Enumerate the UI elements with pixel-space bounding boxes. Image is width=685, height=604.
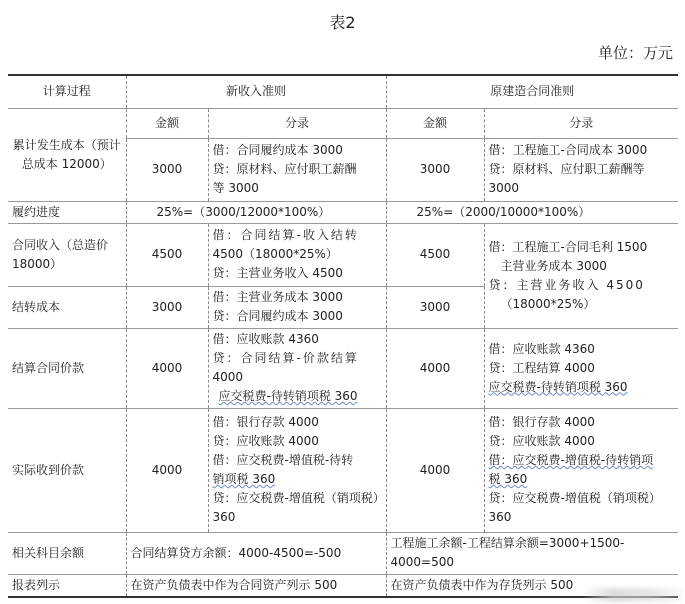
unit-label: 单位：万元 — [597, 44, 673, 62]
balance-row — [8, 532, 678, 574]
entry-line: 借：应交税费-增值税-待转 — [212, 453, 354, 467]
entry-line — [213, 387, 382, 406]
entry-line: 4000 — [212, 370, 244, 384]
cost-old-amount: 3000 — [386, 138, 484, 201]
entry-line: 借：应收账款 4360 — [212, 332, 319, 346]
entry-line: 贷：主营业务收入 4500 — [488, 277, 645, 292]
subheader-new-entry: 分录 — [208, 108, 386, 138]
subheader-new-amount: 金额 — [126, 108, 208, 138]
header-new-standard: 新收入准则 — [126, 75, 386, 108]
table-title: 表2 — [329, 13, 356, 32]
entry-line: 360 — [488, 510, 512, 524]
entry-line: 贷：工程结算 4000 — [488, 360, 595, 375]
entry-line: 借：应收账款 4360 — [488, 341, 595, 356]
entry-line: 贷：应交税费-增值税（销项税） — [212, 491, 385, 505]
report-new: 在资产负债表中作为合同资产列示 500 — [126, 574, 386, 597]
entry-line: 贷：合同结算-价款结算 — [212, 351, 359, 365]
settle-new-entry — [208, 328, 386, 408]
entry-line: 贷：应收账款 4000 — [212, 434, 319, 448]
entry-line-text: 应交税费-待转销项税 360 — [218, 389, 358, 403]
balance-new: 合同结算贷方余额：4000-4500=-500 — [126, 532, 386, 574]
progress-label: 履约进度 — [8, 201, 126, 223]
subheader-row — [8, 108, 678, 138]
settle-old-amount: 4000 — [386, 328, 484, 408]
entry-line: 4500（18000*25%） — [212, 247, 338, 261]
entry-line: 贷：应交税费-增值税（销项税） — [488, 491, 661, 505]
progress-row — [8, 201, 678, 223]
entry-line: 借：合同结算-收入结转 — [212, 228, 359, 242]
entry-line — [489, 451, 675, 470]
revenue-new-amount: 4500 — [126, 223, 208, 286]
subheader-old-amount: 金额 — [386, 108, 484, 138]
entry-line: 借：银行存款 4000 — [212, 415, 319, 429]
balance-old-line: 4000=500 — [390, 555, 455, 569]
entry-line: 借：合同履约成本 3000 — [212, 143, 343, 157]
entry-line: 贷：原材料、应付职工薪酬等 — [488, 162, 645, 176]
received-new-entry — [208, 408, 386, 532]
cost-new-amount: 3000 — [126, 138, 208, 201]
entry-line — [213, 470, 382, 489]
balance-old-line: 工程施工余额-工程结算余额=3000+1500- — [390, 536, 625, 550]
entry-line: 贷：合同履约成本 3000 — [212, 309, 343, 323]
progress-new: 25%=（3000/12000*100%） — [126, 201, 386, 223]
entry-line-text: 销项税 360 — [212, 472, 276, 486]
header-process: 计算过程 — [8, 75, 126, 108]
balance-label: 相关科目余额 — [8, 532, 126, 574]
cost-new-entry — [208, 138, 386, 201]
entry-line: 借：银行存款 4000 — [488, 415, 595, 429]
cost-old-entry — [484, 138, 678, 201]
revenue-new-entry — [208, 223, 386, 286]
entry-line: 借：主营业务成本 3000 — [212, 290, 343, 304]
entry-line: （18000*25%） — [500, 296, 596, 311]
header-row — [8, 75, 678, 108]
settle-old-entry — [484, 328, 678, 408]
report-row — [8, 574, 678, 597]
report-old: 在资产负债表中作为存货列示 500 — [386, 574, 678, 597]
entry-line — [489, 378, 675, 397]
entry-line: 贷：原材料、应付职工薪酬 — [212, 162, 357, 176]
report-label: 报表列示 — [8, 574, 126, 597]
entry-line-text: 应交税费-待转销项税 360 — [488, 379, 628, 394]
entry-line — [489, 470, 675, 489]
entry-line-text: 税 360 — [488, 472, 528, 486]
entry-line: 3000 — [488, 181, 520, 195]
received-label: 实际收到价款 — [8, 408, 126, 532]
settle-label: 结算合同价款 — [8, 328, 126, 408]
carry-new-amount: 3000 — [126, 286, 208, 328]
entry-line-text: 借：应交税费-增值税-待转销项 — [488, 453, 654, 467]
carry-label: 结转成本 — [8, 286, 126, 328]
cost-label: 累计发生成本（预计总成本 12000） — [8, 108, 126, 201]
entry-line: 主营业务成本 3000 — [500, 258, 607, 273]
entry-line: 借：工程施工-合同成本 3000 — [488, 143, 648, 157]
received-new-amount: 4000 — [126, 408, 208, 532]
revenue-row — [8, 223, 678, 286]
header-old-standard: 原建造合同准则 — [386, 75, 678, 108]
settle-row — [8, 328, 678, 408]
entry-line: 贷：主营业务收入 4500 — [212, 266, 343, 280]
settle-new-amount: 4000 — [126, 328, 208, 408]
entry-line: 360 — [212, 510, 236, 524]
balance-old — [386, 532, 678, 574]
carry-new-entry — [208, 286, 386, 328]
subheader-old-entry: 分录 — [484, 108, 678, 138]
comparison-table — [8, 74, 678, 598]
received-row — [8, 408, 678, 532]
revenue-old-entry — [484, 223, 678, 328]
entry-line: 借：工程施工-合同毛利 1500 — [488, 239, 648, 254]
carry-old-amount: 3000 — [386, 286, 484, 328]
received-old-entry — [484, 408, 678, 532]
revenue-old-amount: 4500 — [386, 223, 484, 286]
entry-line: 贷：应收账款 4000 — [488, 434, 595, 448]
entry-line: 等 3000 — [212, 181, 259, 195]
progress-old: 25%=（2000/10000*100%） — [386, 201, 678, 223]
watermark-blur — [582, 588, 682, 602]
received-old-amount: 4000 — [386, 408, 484, 532]
revenue-label: 合同收入（总造价 18000） — [8, 223, 126, 286]
